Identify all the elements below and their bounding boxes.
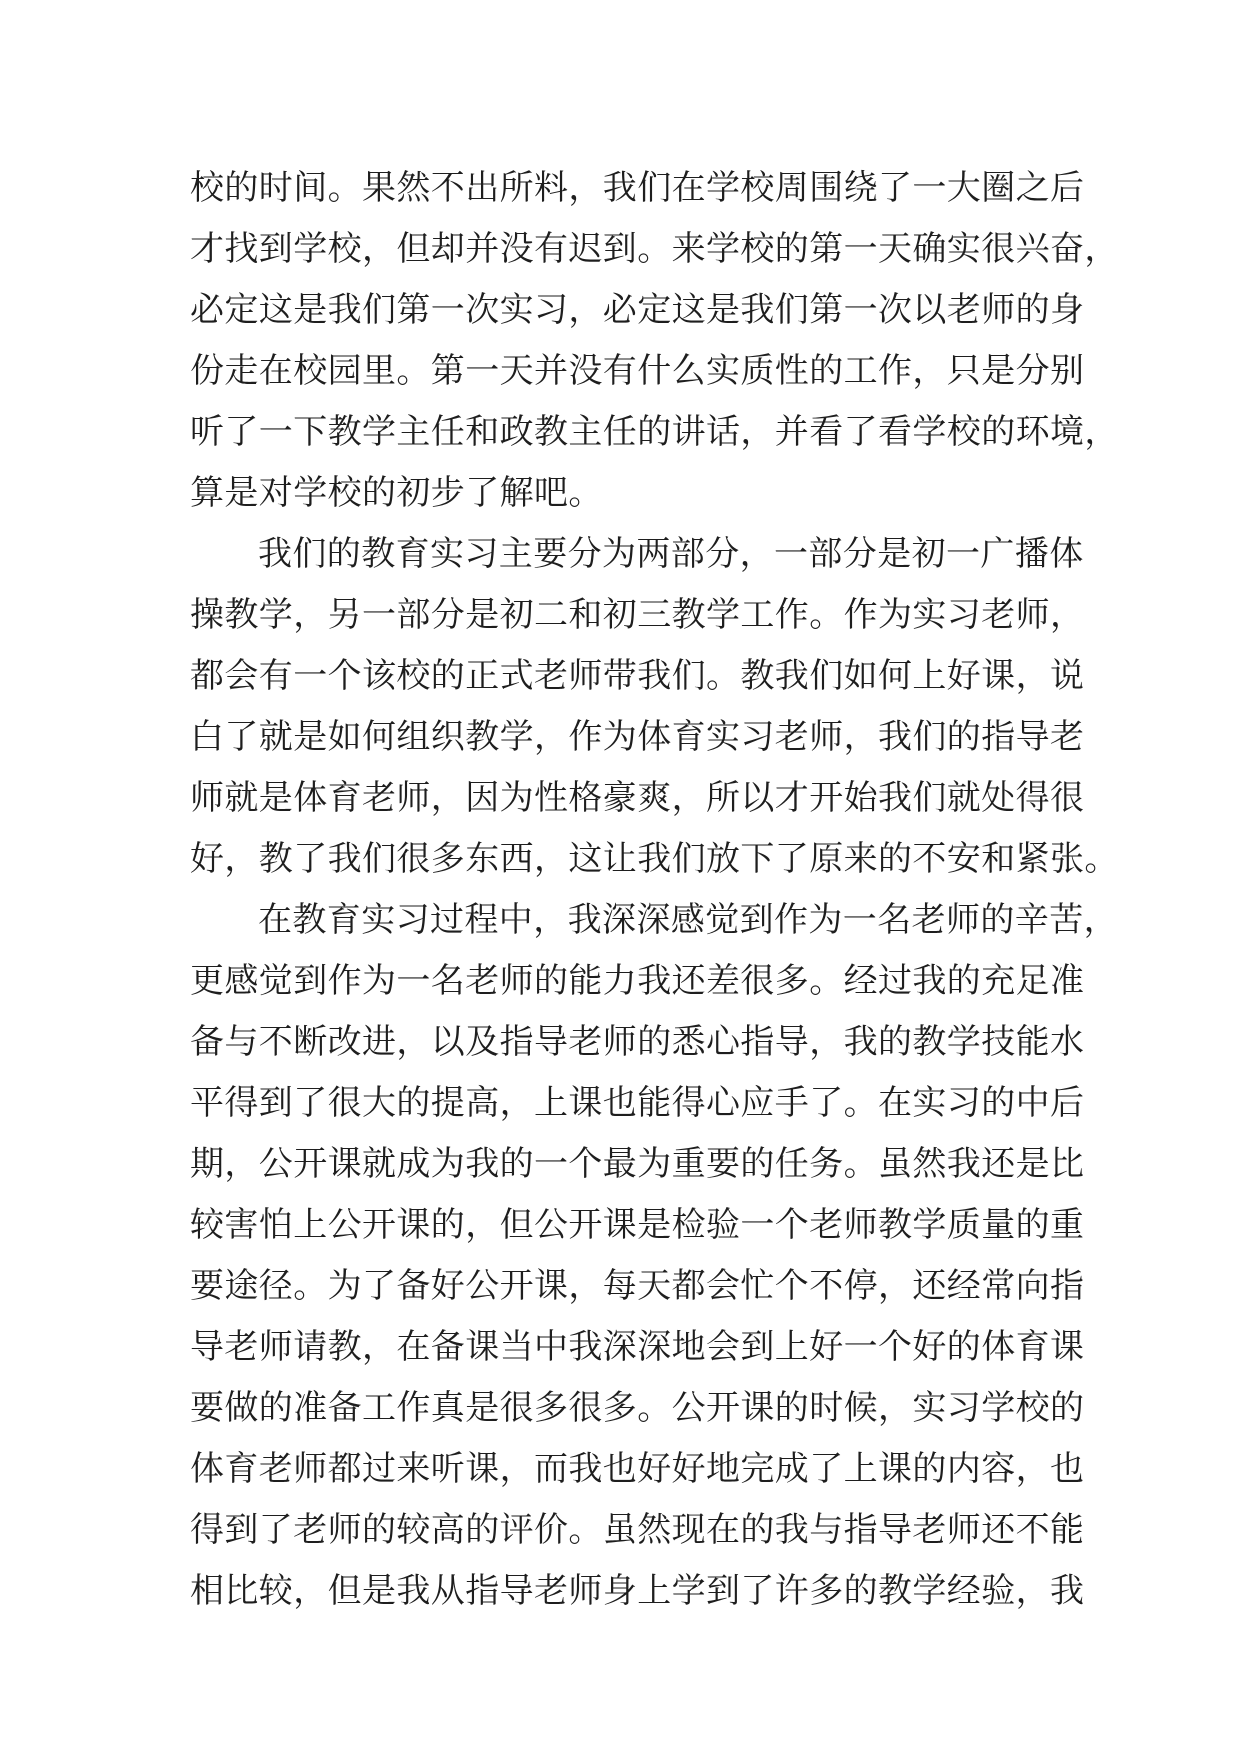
text-line: 我们的教育实习主要分为两部分，一部分是初一广播体 [258, 534, 1084, 574]
text-line: 备与不断改进，以及指导老师的悉心指导，我的教学技能水 [190, 1022, 1085, 1062]
text-line: 都会有一个该校的正式老师带我们。教我们如何上好课，说 [190, 656, 1085, 696]
text-line: 好，教了我们很多东西，这让我们放下了原来的不安和紧张。 [190, 839, 1119, 879]
text-line: 期，公开课就成为我的一个最为重要的任务。虽然我还是比 [190, 1144, 1085, 1184]
text-line: 平得到了很大的提高，上课也能得心应手了。在实习的中后 [190, 1083, 1085, 1123]
text-line: 较害怕上公开课的，但公开课是检验一个老师教学质量的重 [190, 1205, 1085, 1245]
text-line: 相比较，但是我从指导老师身上学到了许多的教学经验，我 [190, 1571, 1085, 1611]
text-line: 份走在校园里。第一天并没有什么实质性的工作，只是分别 [190, 351, 1085, 391]
text-line: 白了就是如何组织教学，作为体育实习老师，我们的指导老 [190, 717, 1085, 757]
text-line: 校的时间。果然不出所料，我们在学校周围绕了一大圈之后 [190, 168, 1085, 208]
text-line: 师就是体育老师，因为性格豪爽，所以才开始我们就处得很 [190, 778, 1085, 818]
text-line: 才找到学校，但却并没有迟到。来学校的第一天确实很兴奋， [190, 229, 1119, 269]
text-line: 必定这是我们第一次实习，必定这是我们第一次以老师的身 [190, 290, 1085, 330]
text-line: 算是对学校的初步了解吧。 [190, 473, 603, 513]
text-line: 听了一下教学主任和政教主任的讲话，并看了看学校的环境， [190, 412, 1119, 452]
text-line: 要途径。为了备好公开课，每天都会忙个不停，还经常向指 [190, 1266, 1085, 1306]
text-line: 体育老师都过来听课，而我也好好地完成了上课的内容，也 [190, 1449, 1085, 1489]
text-line: 更感觉到作为一名老师的能力我还差很多。经过我的充足准 [190, 961, 1085, 1001]
text-line: 要做的准备工作真是很多很多。公开课的时候，实习学校的 [190, 1388, 1085, 1428]
text-line: 导老师请教，在备课当中我深深地会到上好一个好的体育课 [190, 1327, 1085, 1367]
body-text [190, 158, 1119, 1622]
text-line: 操教学，另一部分是初二和初三教学工作。作为实习老师， [190, 595, 1085, 635]
text-line: 在教育实习过程中，我深深感觉到作为一名老师的辛苦， [258, 900, 1118, 940]
text-line: 得到了老师的较高的评价。虽然现在的我与指导老师还不能 [190, 1510, 1085, 1550]
